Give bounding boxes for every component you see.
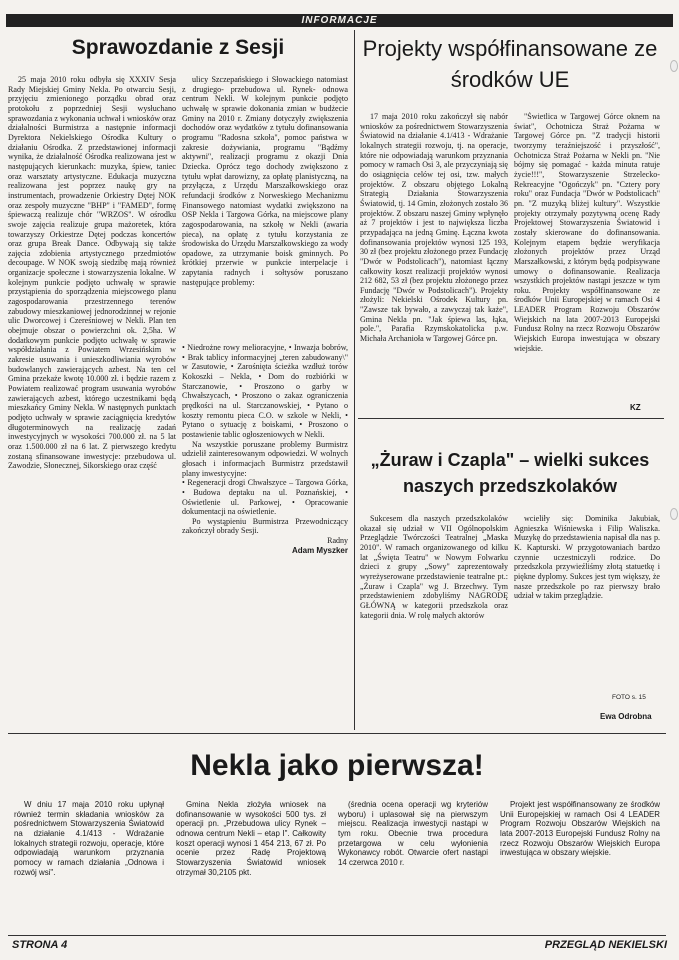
column-divider-main [354,30,355,730]
bottom-col2-text: Gmina Nekla złożyła wniosek na dofinansowanie w wysokości 500 tys. zł operacji pn. „Przebudowa ulicy Rynek – odnowa centrum Nekli – etap I". Całkowity koszt operacji wynosi 1 454 213, 67 zł. Po ocenie przez Radę Projektową Stowarzyszenia Światowid wniosek otrzymał 30,2105 pkt. [176,800,326,877]
left-col2-text: ulicy Szczepańskiego i Słowackiego natomiast z drugiego- przebudowa ul. Rynek- odnowa centrum Nekli. W kolejnym punkcie podjęto uchwałę w sprawie dokonania zmian w budżecie Gminy na 2010 r. Zmiany dotyczyły zwiększenia dochodów oraz wydatków z tytułu dofinansowania programu "Radosna szkoła", pomoc państwa w zakresie dożywiania, programu "Bądźmy aktywni", realizacji programu z okazji Dnia Dziecka. Oprócz tego dochody zwiększono z tytułu wpłat darowizny, za opłatę planistyczną, na przyłącza, z Urzędu Marszałkowskiego oraz refundacji środków z Norweskiego Mechanizmu Finansowego natomiast wydatki zwiększono na OSP Nekla i Targowa Górka, na miejscowe plany zagospodarowania, na szkołę w Nekli (awaria pieca), na opłatę z tytułu korzystania ze środowiska do Urzędu Marszałkowskiego za wody opadowe, za utrzymanie boisk gminnych. Po krótkiej przerwie w punkcie interpelacje i zapytania radnych i sołtysów poruszano następujące problemy: [182,75,348,287]
right-top-col2 [514,112,660,402]
section-header-bar [6,14,673,27]
right-mid-title-1: „Żuraw i Czapla" – wielki sukces [370,450,650,470]
right-mid-col1 [360,514,508,714]
binder-hole-bottom [670,508,678,520]
right-mid-signature: Ewa Odrobna [600,712,652,721]
right-mid-col2-text: wcieliły się: Dominika Jakubiak, Agnieszka Wiśniewska i Filip Waliszka. Muzykę do przedstawienia napisał dla nas p. K. Kapturski. W przygotowaniach bardzo czynnie uczestniczyli rodzice. Do przedszkola przywieźliśmy złotą statuetkę i piękne dyplomy. Sukces jest tym większy, że nasze przedszkole po raz pierwszy brało udział w takim przeglądzie. [514,514,660,601]
divider-bottom [8,733,666,734]
publication-name: PRZEGLĄD NEKIELSKI [544,939,667,951]
left-article-title: Sprawozdanie z Sesji [71,36,285,59]
right-mid-col2 [514,514,660,694]
right-top-col1 [360,112,508,416]
section-label: INFORMACJE [301,15,378,26]
left-article-col1 [8,75,176,619]
left-col1-text: 25 maja 2010 roku odbyła się XXXIV Sesja Rady Miejskiej Gminy Nekla. Po otwarciu Sesji, przyjęciu zmienionego porządku obrad oraz protokołu z poprzedniej Sesji wysłuchano sprawozdania z wykonania uchwał i wniosków oraz działalności Burmistrza a następnie informacji Dyrektora Nekielskiego Ośrodka Kultury o działaniu Ośrodka. Z przedstawionej informacji wynika, że działalność Ośrodka realizowana jest w następujących kierunkach: muzyka, śpiew, taniec oraz warsztaty artystyczne. Edukacja muzyczna realizowana jest poprzez naukę gry na instrumentach, prowadzenie Orkiestry Dętej NOK oraz zespoły muzyczne "BHP" i "FAMED", formę śpiewaczą realizuje chór "WRZOS". W ośrodku swoje zajęcia realizuje grupa mażoretek, która towarzyszy Orkiestrze Dętej podczas koncertów oraz grupa Break Dance. Odbywają się także zajęcia zdobienia artystycznego przedmiotów decoupage. W NOK swoją siedzibę mają również organizacje społeczne i stowarzyszenia lokalne. W kolejnym punkcie podjęto uchwałę w sprawie przystąpienia do sporządzenia miejscowego planu zagospodarowania przestrzennego terenów zabudowy mieszkaniowej jednorodzinnej w rejonie ulic Dworcowej i Czereśniowej w Nekli. Plan ten obejmuje obszar o powierzchni ok. 2,5ha. W dodatkowym punkcie podjęto uchwałę w sprawie współdziałania z Powiatem Wrzesińskim w zakresie usuwania i unieszkodliwiania wyrobów budowlanych zawierających azbest. Na ten cel Gmina przekaże kwotę 10.000 zł. i będzie razem z Powiatem realizować program usuwania wyrobów zawierających azbest, którego uczestnikami będą mieszkańcy Gminy Nekla. W następnych punktach podjęto uchwały w sprawie zaciągnięcia kredytów długoterminowych na realizację zadań inwestycyjnych w wysokości 700.000 zł. na 5 lat oraz 1.500.000 zł na 6 lat. Z pierwszego kredytu zostaną sfinansowane inwestycje: przebudowa ul. Zawodzie, Słonecznej, Sikorskiego oraz część [8,75,176,471]
left-article-col2 [182,75,348,340]
bottom-col3-text: (średnia ocena operacji wg kryteriów wyboru) i uplasował się na pierwszym miejscu. Realizacja inwestycji nastąpi w tym roku. Obecnie trwa procedura przetargowa w celu wyłonienia Wykonawcy robót. Otwarcie ofert nastąpi 14 czerwca 2010 r. [338,800,488,867]
right-top-col2-text: "Świetlica w Targowej Górce oknem na świat", Ochotnicza Straż Pożarna w Targowej Górce pn. "Z tradycji historii tworzymy teraźniejszość i przyszłość", Ochotnicza Straż Pożarna w Nekli pn. "Nie bójmy się pomagać - każda minuta ratuje życie!!!", Stowarzyszenie Strzelecko-Rekreacyjne "Ogończyk" pn. "Cztery pory roku" oraz Fundacja "Dwór w Podstolicach" pn. "Z muzyką bliżej kultury". Wszystkie projekty otrzymały pozytywną ocenę Rady Projektowej Stowarzyszenia Światowid i zostały skierowane do dofinansowania. Kolejnym etapem będzie weryfikacja złożonych projektów przez Urząd Marszałkowski, z którym będą podpisywane umowy o dofinansowanie. Realizacja wszystkich projektów nastąpi jeszcze w tym roku. Projekty współfinansowane ze środków Unii Europejskiej w ramach Osi 4 LEADER Program Rozwoju Obszarów Wiejskich na lata 2007-2013 Europejski Fundusz Rolny na rzecz Rozwoju Obszarów Wiejskich Europa inwestująca w obszary wiejskie. [514,112,660,353]
right-top-col1-text: 17 maja 2010 roku zakończył się nabór wniosków za pośrednictwem Stowarzyszenia Światowid na działanie 4.1/413 - Wdrażanie lokalnych strategii rozwoju, tj. na operacje, które nie odpowiadają warunkom przyznania pomocy w ramach Osi 3, ale przyczyniają się do osiągnięcia celów tej osi, tzw. małych projektów. Z obszaru objętego Lokalną Strategią Działania Stowarzyszenia Światowid, tj. 14 Gmin, złożonych zostało 36 projektów. Z obszaru naszej Gminy wpłynęło aż 7 projektów i jest to największa liczba przypadająca na jedną Gminę. Łączna kwota dofinansowania projektów wynosi 125 193, 30 zł (bez projektu złożonego przez Fundację "Dwór w Podstolicach"), natomiast łączny całkowity koszt realizacji projektów wynosi 212 682, 53 zł (bez projektu złożonego przez Fundację "Dwór w Podstolicach"). Projekty złożyli: Nekielski Ośrodek Kultury pn. "Zawsze tak bywało, a zawyczaj tak każe", Gmina Nekla pn. "Jak śpiewa las, łąka, pole.", Parafia Rzymskokatolicka p.w. Michała Archanioła w Targowej Górce pn. [360,112,508,344]
right-top-signature: KZ [630,403,641,412]
divider-right [358,418,664,419]
bottom-col4-text: Projekt jest współfinansowany ze środków Unii Europejskiej w ramach Osi 4 LEADER Program Rozwoju Obszarów Wiejskich na lata 2007-2013 Europejski Fundusz Rolny na rzecz Rozwoju Obszarów Wiejskich Europa inwestująca w obszary wiejskie. [500,800,660,858]
right-mid-col1-text: Sukcesem dla naszych przedszkolaków okazał się udział w VII Ogólnopolskim Przeglądzie Twórczości Teatralnej „Maska 2010". W ramach organizowanego od kilku lat „Święta Teatru" w Nowym Folwarku dzieci z grupy „Sowy" zaprezentowały wyreżyserowane przedstawienie teatralne pt.: „Żuraw i Czapla" wg J. Brzechwy. Tym przedstawieniem zdobyliśmy NAGRODĘ GŁÓWNĄ w kategorii przedszkola oraz kategorii dnia. W rolę małych aktorów [360,514,508,620]
bottom-col2 [176,800,326,930]
photo-reference: FOTO s. 15 [612,694,646,701]
binder-hole-top [670,60,678,72]
left-article-col2-cont: • Niedrożne rowy melioracyjne, • Inwazja bobrów, • Brak tablicy informacyjnej „teren zabudowany\" w Zasutowie, • Zarośnięta ścieżka wzdłuż torów Kokoszki – Nekla, • Dom do rozbiórki w Starczanowie, • Proszono o garby w Chwałszycach, • Proszono o zakaz ograniczenia prędkości na ul. Starczanowskiej, • Pytano o koszty remontu pieca C.O. w szkole w Nekli, • Pytano o sytuację z boiskami, • Proszono o postawienie tablic ogłoszeniowych w Nekli. Na wszystkie poruszane problemy Burmistrz udzielił zainteresowanym odpowiedzi. W wolnych głosach i informacjach Burmistrz przedstawił plany inwestycyjne: • Regeneracji drogi Chwałszyce – Targowa Górka, • Budowa deptaku na ul. Poznańskiej, • Oświetlenie ul. Parkowej, • Opracowanie dokumentacji na oświetlenie. Po wystąpieniu Burmistrza Przewodniczący zakończył obrady Sesji. Radny Adam Myszker [182,343,348,555]
bottom-col1 [14,800,164,930]
right-top-title [360,33,660,95]
right-mid-title-2: naszych przedszkolaków [402,476,618,496]
footer-rule [8,935,666,936]
right-top-title-text: Projekty współfinansowane ze środków UE [362,36,658,92]
bottom-title: Nekla jako pierwsza! [190,749,484,782]
bottom-col3 [338,800,488,930]
bottom-col1-text: W dniu 17 maja 2010 roku upłynął również termin składania wniosków za pośrednictwem Stowarzyszenia Światowid na działanie 4.1/413 - Wdrażanie lokalnych strategii rozwoju, operacje, które odpowiadają warunkom przyznania pomocy w ramach działania „Odnowa i rozwój wsi". [14,800,164,877]
page-number: STRONA 4 [12,939,68,951]
bottom-col4 [500,800,660,930]
